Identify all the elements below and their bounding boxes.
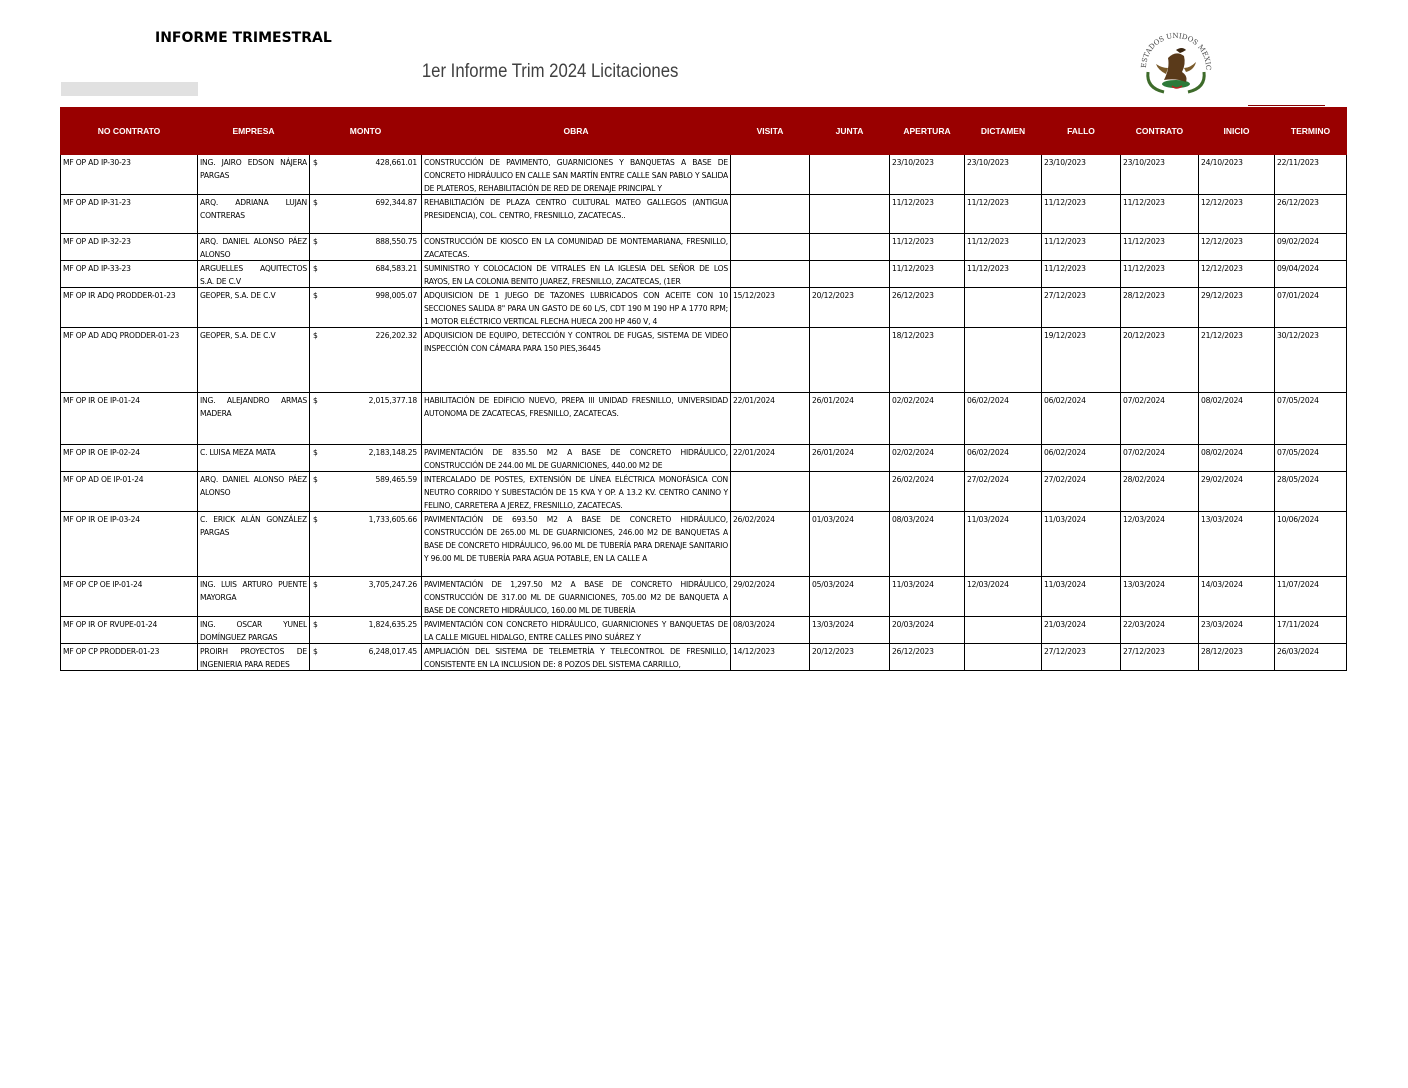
contrato-cell: MF OP CP OE IP-01-24 — [61, 577, 198, 617]
contrato-cell: MF OP IR OE IP-02-24 — [61, 445, 198, 472]
contrato-cell: MF OP AD ADQ PRODDER-01-23 — [61, 328, 198, 393]
empresa-cell: ING. JAIRO EDSON NÁJERA PARGAS — [198, 155, 310, 195]
fecha-contrato-cell: 07/02/2024 — [1121, 445, 1199, 472]
monto-cell — [310, 288, 422, 328]
termino-cell: 09/02/2024 — [1275, 234, 1347, 261]
col-header-dictamen[interactable]: DICTAMEN — [965, 108, 1042, 155]
visita-cell — [731, 234, 810, 261]
visita-cell — [731, 328, 810, 393]
obra-cell: HABILITACIÓN DE EDIFICIO NUEVO, PREPA III UNIDAD FRESNILLO, UNIVERSIDAD AUTONOMA DE ZACATECAS, FRESNILLO, ZACATECAS. — [422, 393, 731, 445]
fecha-contrato-cell: 20/12/2023 — [1121, 328, 1199, 393]
table-row — [61, 617, 1347, 644]
col-header-fallo[interactable]: FALLO — [1042, 108, 1121, 155]
empresa-cell: ARQ. DANIEL ALONSO PÁEZ ALONSO — [198, 472, 310, 512]
visita-cell: 22/01/2024 — [731, 445, 810, 472]
inicio-cell: 29/02/2024 — [1199, 472, 1275, 512]
fallo-cell: 06/02/2024 — [1042, 445, 1121, 472]
table-row — [61, 155, 1347, 195]
col-header-no-contrato[interactable]: NO CONTRATO — [61, 108, 198, 155]
dictamen-cell: 27/02/2024 — [965, 472, 1042, 512]
junta-cell — [810, 328, 890, 393]
fallo-cell: 27/12/2023 — [1042, 288, 1121, 328]
fallo-cell: 11/12/2023 — [1042, 234, 1121, 261]
currency-symbol: $ — [313, 158, 318, 167]
visita-cell: 08/03/2024 — [731, 617, 810, 644]
monto-cell — [310, 644, 422, 671]
obra-cell: PAVIMENTACIÓN CON CONCRETO HIDRÁULICO, GUARNICIONES Y BANQUETAS DE LA CALLE MIGUEL HIDALGO, ENTRE CALLES PINO SUÁREZ Y — [422, 617, 731, 644]
currency-symbol: $ — [313, 331, 318, 340]
fecha-contrato-cell: 11/12/2023 — [1121, 195, 1199, 234]
visita-cell: 14/12/2023 — [731, 644, 810, 671]
obra-cell: ADQUISICION DE EQUIPO, DETECCIÓN Y CONTROL DE FUGAS, SISTEMA DE VIDEO INSPECCIÓN CON CÁMARA PARA 150 PIES,36445 — [422, 328, 731, 393]
termino-cell: 07/05/2024 — [1275, 393, 1347, 445]
currency-symbol: $ — [313, 264, 318, 273]
monto-cell — [310, 155, 422, 195]
col-header-contrato[interactable]: CONTRATO — [1121, 108, 1199, 155]
fecha-contrato-cell: 12/03/2024 — [1121, 512, 1199, 577]
table-row — [61, 261, 1347, 288]
table-row — [61, 445, 1347, 472]
inicio-cell: 13/03/2024 — [1199, 512, 1275, 577]
junta-cell: 05/03/2024 — [810, 577, 890, 617]
empresa-cell: GEOPER, S.A. DE C.V — [198, 328, 310, 393]
contrato-cell: MF OP AD IP-33-23 — [61, 261, 198, 288]
empresa-cell: GEOPER, S.A. DE C.V — [198, 288, 310, 328]
table-row — [61, 195, 1347, 234]
obra-cell: ADQUISICION DE 1 JUEGO DE TAZONES LUBRICADOS CON ACEITE CON 10 SECCIONES SALIDA 8" PARA UN GASTO DE 60 L/S, CDT 190 M 190 HP A 1770 RPM; 1 MOTOR ELÉCTRICO VERTICAL FLECHA HUECA 200 HP 460 V, 4 — [422, 288, 731, 328]
termino-cell: 28/05/2024 — [1275, 472, 1347, 512]
termino-cell: 17/11/2024 — [1275, 617, 1347, 644]
dictamen-cell: 06/02/2024 — [965, 445, 1042, 472]
apertura-cell: 02/02/2024 — [890, 393, 965, 445]
amount-value: 1,733,605.66 — [368, 515, 417, 524]
fallo-cell: 21/03/2024 — [1042, 617, 1121, 644]
col-header-visita[interactable]: VISITA — [731, 108, 810, 155]
obra-cell: PAVIMENTACIÓN DE 693.50 M2 A BASE DE CONCRETO HIDRÁULICO, CONSTRUCCIÓN DE 265.00 ML DE GUARNICIONES, 246.00 M2 DE BANQUETAS A BASE DE CONCRETO HIDRÁULICO, 96.00 ML DE TUBERÍA PARA DRENAJE SANITARIO Y 96.00 ML DE TUBERÍA PARA AGUA POTABLE, EN LA CALLE A — [422, 512, 731, 577]
visita-cell — [731, 261, 810, 288]
inicio-cell: 12/12/2023 — [1199, 234, 1275, 261]
visita-cell — [731, 195, 810, 234]
junta-cell — [810, 155, 890, 195]
dictamen-cell — [965, 288, 1042, 328]
monto-cell — [310, 617, 422, 644]
inicio-cell: 24/10/2023 — [1199, 155, 1275, 195]
fallo-cell: 27/02/2024 — [1042, 472, 1121, 512]
monto-cell — [310, 234, 422, 261]
empresa-cell: ARGUELLES AQUITECTOS S.A. DE C.V — [198, 261, 310, 288]
contrato-cell: MF OP AD OE IP-01-24 — [61, 472, 198, 512]
fecha-contrato-cell: 28/12/2023 — [1121, 288, 1199, 328]
currency-symbol: $ — [313, 237, 318, 246]
licitaciones-table — [60, 107, 1347, 671]
inicio-cell: 12/12/2023 — [1199, 261, 1275, 288]
monto-cell — [310, 393, 422, 445]
fallo-cell: 11/12/2023 — [1042, 195, 1121, 234]
dictamen-cell — [965, 328, 1042, 393]
junta-cell — [810, 261, 890, 288]
visita-cell: 29/02/2024 — [731, 577, 810, 617]
fallo-cell: 23/10/2023 — [1042, 155, 1121, 195]
junta-cell: 01/03/2024 — [810, 512, 890, 577]
obra-cell: CONSTRUCCIÓN DE PAVIMENTO, GUARNICIONES Y BANQUETAS A BASE DE CONCRETO HIDRÁULICO EN CALLE SAN MARTÍN ENTRE CALLE SAN PABLO Y SALIDA DE PLATEROS, REHABILITACIÓN DE RED DE DRENAJE PRINCIPAL Y — [422, 155, 731, 195]
empresa-cell: ARQ. ADRIANA LUJAN CONTRERAS — [198, 195, 310, 234]
fallo-cell: 11/03/2024 — [1042, 577, 1121, 617]
apertura-cell: 26/12/2023 — [890, 288, 965, 328]
obra-cell: PAVIMENTACIÓN DE 835.50 M2 A BASE DE CONCRETO HIDRÁULICO, CONSTRUCCIÓN DE 244.00 ML DE GUARNICIONES, 440.00 M2 DE — [422, 445, 731, 472]
inicio-cell: 08/02/2024 — [1199, 393, 1275, 445]
fecha-contrato-cell: 28/02/2024 — [1121, 472, 1199, 512]
dictamen-cell: 12/03/2024 — [965, 577, 1042, 617]
fecha-contrato-cell: 11/12/2023 — [1121, 234, 1199, 261]
monto-cell — [310, 472, 422, 512]
contrato-cell: MF OP IR OF RVUPE-01-24 — [61, 617, 198, 644]
currency-symbol: $ — [313, 448, 318, 457]
obra-cell: PAVIMENTACIÓN DE 1,297.50 M2 A BASE DE CONCRETO HIDRÁULICO, CONSTRUCCIÓN DE 317.00 ML DE GUARNICIONES, 705.00 M2 DE BANQUETA A BASE DE CONCRETO HIDRÁULICO, 160.00 ML DE TUBERÍA — [422, 577, 731, 617]
svg-text:ESTADOS UNIDOS MEXICANOS: ESTADOS UNIDOS MEXIC — [1139, 31, 1213, 71]
dictamen-cell: 11/12/2023 — [965, 261, 1042, 288]
currency-symbol: $ — [313, 475, 318, 484]
amount-value: 1,824,635.25 — [368, 620, 417, 629]
termino-cell: 09/04/2024 — [1275, 261, 1347, 288]
col-header-termino[interactable]: TERMINO — [1275, 108, 1347, 155]
monto-cell — [310, 577, 422, 617]
table-row — [61, 472, 1347, 512]
inicio-cell: 28/12/2023 — [1199, 644, 1275, 671]
col-header-inicio[interactable]: INICIO — [1199, 108, 1275, 155]
header-rule — [1248, 105, 1325, 106]
apertura-cell: 23/10/2023 — [890, 155, 965, 195]
apertura-cell: 11/03/2024 — [890, 577, 965, 617]
visita-cell — [731, 155, 810, 195]
apertura-cell: 18/12/2023 — [890, 328, 965, 393]
amount-value: 589,465.59 — [375, 475, 417, 484]
inicio-cell: 29/12/2023 — [1199, 288, 1275, 328]
table-row — [61, 644, 1347, 671]
junta-cell: 26/01/2024 — [810, 445, 890, 472]
fecha-contrato-cell: 11/12/2023 — [1121, 261, 1199, 288]
obra-cell: SUMINISTRO Y COLOCACION DE VITRALES EN LA IGLESIA DEL SEÑOR DE LOS RAYOS, EN LA COLONIA BENITO JUAREZ, FRESNILLO, ZACATECAS, (1ER — [422, 261, 731, 288]
contrato-cell: MF OP IR OE IP-01-24 — [61, 393, 198, 445]
contrato-cell: MF OP IR OE IP-03-24 — [61, 512, 198, 577]
fecha-contrato-cell: 07/02/2024 — [1121, 393, 1199, 445]
visita-cell — [731, 472, 810, 512]
junta-cell: 26/01/2024 — [810, 393, 890, 445]
dictamen-cell: 23/10/2023 — [965, 155, 1042, 195]
empresa-cell: ING. LUIS ARTURO PUENTE MAYORGA — [198, 577, 310, 617]
fecha-contrato-cell: 22/03/2024 — [1121, 617, 1199, 644]
inicio-cell: 14/03/2024 — [1199, 577, 1275, 617]
monto-cell — [310, 445, 422, 472]
termino-cell: 30/12/2023 — [1275, 328, 1347, 393]
monto-cell — [310, 512, 422, 577]
junta-cell — [810, 195, 890, 234]
termino-cell: 22/11/2023 — [1275, 155, 1347, 195]
empresa-cell: C. LUISA MEZA MATA — [198, 445, 310, 472]
obra-cell: CONSTRUCCIÓN DE KIOSCO EN LA COMUNIDAD DE MONTEMARIANA, FRESNILLO, ZACATECAS. — [422, 234, 731, 261]
table-row — [61, 288, 1347, 328]
inicio-cell: 12/12/2023 — [1199, 195, 1275, 234]
apertura-cell: 26/12/2023 — [890, 644, 965, 671]
contrato-cell: MF OP IR ADQ PRODDER-01-23 — [61, 288, 198, 328]
fecha-contrato-cell: 23/10/2023 — [1121, 155, 1199, 195]
amount-value: 692,344.87 — [375, 198, 417, 207]
apertura-cell: 11/12/2023 — [890, 195, 965, 234]
fecha-contrato-cell: 27/12/2023 — [1121, 644, 1199, 671]
currency-symbol: $ — [313, 198, 318, 207]
junta-cell: 13/03/2024 — [810, 617, 890, 644]
obra-cell: REHABILTIACIÓN DE PLAZA CENTRO CULTURAL MATEO GALLEGOS (ANTIGUA PRESIDENCIA), COL. CENTRO, FRESNILLO, ZACATECAS.. — [422, 195, 731, 234]
currency-symbol: $ — [313, 580, 318, 589]
mexico-coat-of-arms-icon — [1136, 28, 1216, 98]
currency-symbol: $ — [313, 396, 318, 405]
obra-cell: AMPLIACIÓN DEL SISTEMA DE TELEMETRÍA Y TELECONTROL DE FRESNILLO, CONSISTENTE EN LA INCLUSION DE: 8 POZOS DEL SISTEMA CARRILLO, — [422, 644, 731, 671]
table-row — [61, 328, 1347, 393]
inicio-cell: 21/12/2023 — [1199, 328, 1275, 393]
monto-cell — [310, 261, 422, 288]
fallo-cell: 27/12/2023 — [1042, 644, 1121, 671]
currency-symbol: $ — [313, 291, 318, 300]
table-row — [61, 393, 1347, 445]
empresa-cell: ARQ. DANIEL ALONSO PÁEZ ALONSO — [198, 234, 310, 261]
contrato-cell: MF OP AD IP-30-23 — [61, 155, 198, 195]
empresa-cell: ING. ALEJANDRO ARMAS MADERA — [198, 393, 310, 445]
obra-cell: INTERCALADO DE POSTES, EXTENSIÓN DE LÍNEA ELÉCTRICA MONOFÁSICA CON NEUTRO CORRIDO Y SUBESTACIÓN DE 15 KVA Y OP. A 13.2 KV. CENTRO CANINO Y FELINO, CARRETERA A JEREZ, FRESNILLO, ZACATECAS. — [422, 472, 731, 512]
currency-symbol: $ — [313, 647, 318, 656]
amount-value: 2,183,148.25 — [368, 448, 417, 457]
currency-symbol: $ — [313, 620, 318, 629]
inicio-cell: 08/02/2024 — [1199, 445, 1275, 472]
table-row — [61, 577, 1347, 617]
table-row — [61, 512, 1347, 577]
gray-placeholder-bar — [61, 82, 198, 96]
visita-cell: 22/01/2024 — [731, 393, 810, 445]
termino-cell: 26/12/2023 — [1275, 195, 1347, 234]
termino-cell: 10/06/2024 — [1275, 512, 1347, 577]
monto-cell — [310, 328, 422, 393]
apertura-cell: 26/02/2024 — [890, 472, 965, 512]
termino-cell: 26/03/2024 — [1275, 644, 1347, 671]
apertura-cell: 11/12/2023 — [890, 234, 965, 261]
col-header-junta[interactable]: JUNTA — [810, 108, 890, 155]
junta-cell — [810, 234, 890, 261]
document-title: INFORME TRIMESTRAL — [155, 30, 332, 46]
amount-value: 684,583.21 — [375, 264, 417, 273]
amount-value: 428,661.01 — [375, 158, 417, 167]
apertura-cell: 08/03/2024 — [890, 512, 965, 577]
fallo-cell: 11/12/2023 — [1042, 261, 1121, 288]
visita-cell: 15/12/2023 — [731, 288, 810, 328]
amount-value: 226,202.32 — [375, 331, 417, 340]
contrato-cell: MF OP CP PRODDER-01-23 — [61, 644, 198, 671]
fallo-cell: 06/02/2024 — [1042, 393, 1121, 445]
currency-symbol: $ — [313, 515, 318, 524]
col-header-obra[interactable]: OBRA — [422, 108, 731, 155]
amount-value: 998,005.07 — [375, 291, 417, 300]
inicio-cell: 23/03/2024 — [1199, 617, 1275, 644]
amount-value: 888,550.75 — [375, 237, 417, 246]
empresa-cell: C. ERICK ALÁN GONZÁLEZ PARGAS — [198, 512, 310, 577]
apertura-cell: 20/03/2024 — [890, 617, 965, 644]
empresa-cell: ING. OSCAR YUNEL DOMÍNGUEZ PARGAS — [198, 617, 310, 644]
dictamen-cell: 06/02/2024 — [965, 393, 1042, 445]
amount-value: 6,248,017.45 — [368, 647, 417, 656]
fallo-cell: 19/12/2023 — [1042, 328, 1121, 393]
table-header-row — [61, 108, 1347, 155]
contrato-cell: MF OP AD IP-31-23 — [61, 195, 198, 234]
report-title: 1er Informe Trim 2024 Licitaciones — [421, 61, 679, 82]
visita-cell: 26/02/2024 — [731, 512, 810, 577]
dictamen-cell: 11/12/2023 — [965, 234, 1042, 261]
col-header-empresa[interactable]: EMPRESA — [198, 108, 310, 155]
dictamen-cell: 11/03/2024 — [965, 512, 1042, 577]
dictamen-cell — [965, 644, 1042, 671]
dictamen-cell — [965, 617, 1042, 644]
monto-cell — [310, 195, 422, 234]
termino-cell: 07/05/2024 — [1275, 445, 1347, 472]
col-header-apertura[interactable]: APERTURA — [890, 108, 965, 155]
table-row — [61, 234, 1347, 261]
amount-value: 3,705,247.26 — [368, 580, 417, 589]
empresa-cell: PROIRH PROYECTOS DE INGENIERIA PARA REDES — [198, 644, 310, 671]
fallo-cell: 11/03/2024 — [1042, 512, 1121, 577]
junta-cell: 20/12/2023 — [810, 644, 890, 671]
contrato-cell: MF OP AD IP-32-23 — [61, 234, 198, 261]
junta-cell: 20/12/2023 — [810, 288, 890, 328]
fecha-contrato-cell: 13/03/2024 — [1121, 577, 1199, 617]
junta-cell — [810, 472, 890, 512]
col-header-monto[interactable]: MONTO — [310, 108, 422, 155]
apertura-cell: 11/12/2023 — [890, 261, 965, 288]
apertura-cell: 02/02/2024 — [890, 445, 965, 472]
termino-cell: 07/01/2024 — [1275, 288, 1347, 328]
termino-cell: 11/07/2024 — [1275, 577, 1347, 617]
dictamen-cell: 11/12/2023 — [965, 195, 1042, 234]
amount-value: 2,015,377.18 — [368, 396, 417, 405]
